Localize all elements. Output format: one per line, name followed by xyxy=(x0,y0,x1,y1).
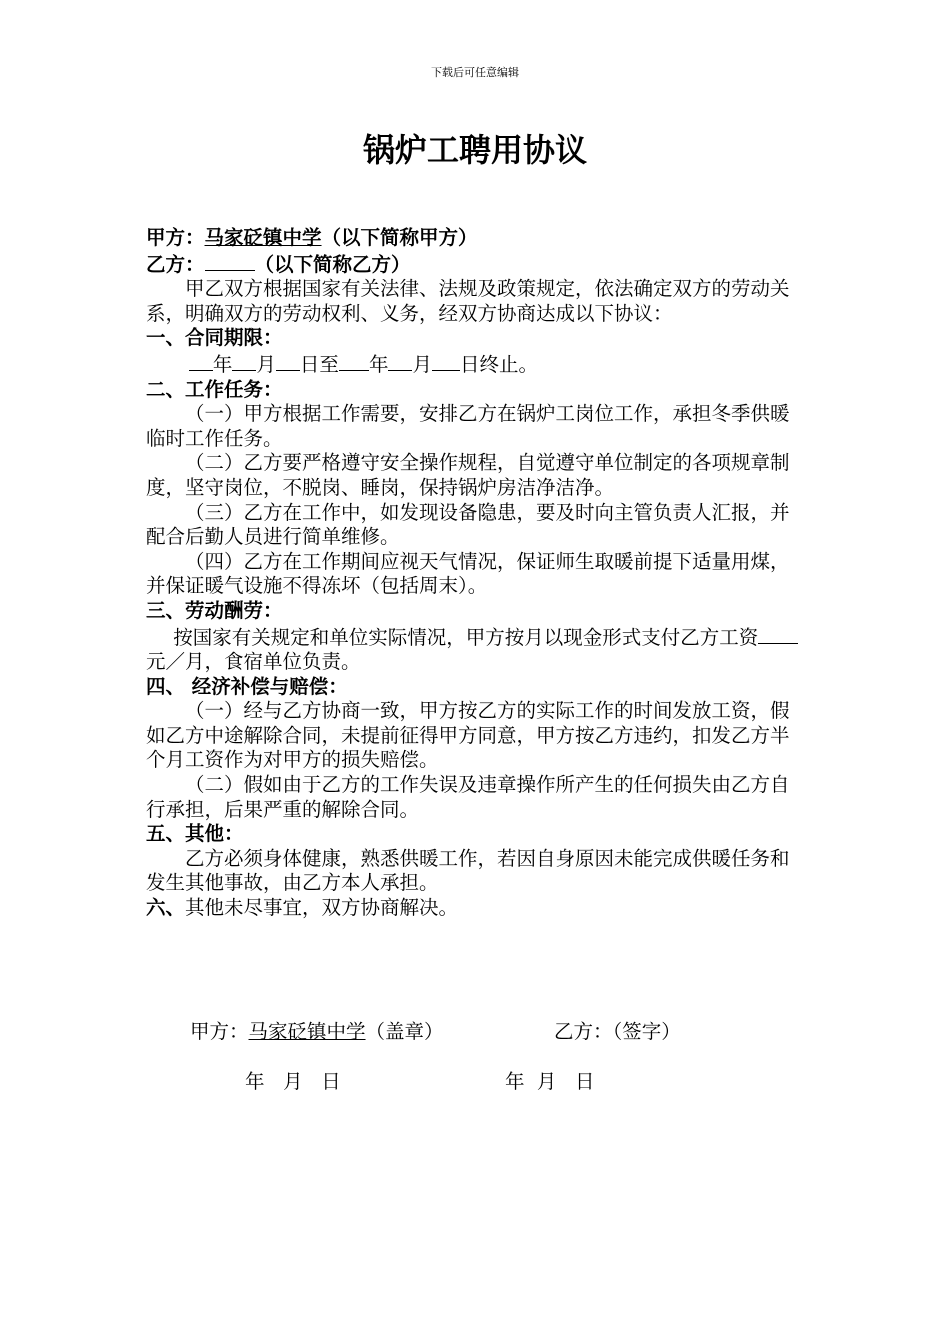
compensation-item-1: （一）经与乙方协商一致，甲方按乙方的实际工作的时间发放工资，假如乙方中途解除合同，未提前征得甲方同意，甲方按乙方违约，扣发乙方半个月工资作为对甲方的损失赔偿。 xyxy=(146,699,790,772)
end-month-label: 月 xyxy=(412,352,432,376)
start-month-label: 月 xyxy=(256,352,276,376)
section-1-heading: 一、合同期限： xyxy=(146,326,283,350)
date-party-b xyxy=(505,1069,595,1095)
party-b-line xyxy=(146,251,806,278)
salary-text-before: 按国家有关规定和单位实际情况，甲方按月以现金形式支付乙方工资 xyxy=(173,625,759,649)
salary-paragraph xyxy=(146,624,806,675)
intro-paragraph: 甲乙双方根据国家有关法律、法规及政策规定，依法确定双方的劳动关系，明确双方的劳动权利、义务，经双方协商达成以下协议： xyxy=(146,277,790,325)
section-6-text: 其他未尽事宜，双方协商解决。 xyxy=(185,896,459,920)
section-6-line xyxy=(146,896,806,921)
date-a-year: 年 xyxy=(245,1070,265,1093)
signature-party-b xyxy=(554,1019,681,1045)
section-5-heading: 五、其他： xyxy=(146,822,244,846)
date-a-month: 月 xyxy=(283,1070,303,1093)
salary-text-after: 元／月，食宿单位负责。 xyxy=(146,650,361,674)
section-2-heading: 二、工作任务： xyxy=(146,377,283,401)
date-b-month: 月 xyxy=(536,1070,557,1093)
start-month-blank[interactable] xyxy=(232,351,256,371)
task-item-3: （三）乙方在工作中，如发现设备隐患，要及时向主管负责人汇报，并配合后勤人员进行简单维修。 xyxy=(146,500,790,549)
task-item-2: （二）乙方要严格遵守安全操作规程，自觉遵守单位制定的各项规章制度，坚守岗位，不脱岗、睡岗，保持锅炉房洁净洁净。 xyxy=(146,451,790,499)
contract-period-line xyxy=(146,351,806,378)
end-day-label: 日终止。 xyxy=(459,352,538,376)
signature-a-name: 马家砭镇中学 xyxy=(248,1020,366,1043)
section-3-heading: 三、劳动酬劳： xyxy=(146,598,283,622)
signature-party-a xyxy=(190,1019,444,1045)
party-b-name-blank[interactable] xyxy=(205,251,255,271)
section-4-heading: 四、 经济补偿与赔偿： xyxy=(146,674,348,698)
salary-amount-blank[interactable] xyxy=(758,624,798,644)
party-a-label: 甲方： xyxy=(146,226,205,249)
party-b-label: 乙方： xyxy=(146,252,205,276)
compensation-item-2: （二）假如由于乙方的工作失误及违章操作所产生的任何损失由乙方自行承担，后果严重的解除合同。 xyxy=(146,773,790,821)
date-b-day: 日 xyxy=(575,1070,595,1093)
signature-b-label: 乙方： xyxy=(554,1020,613,1043)
end-year-label: 年 xyxy=(368,352,389,376)
party-a-suffix: （以下简称甲方） xyxy=(321,226,478,249)
start-year-blank[interactable] xyxy=(189,351,213,371)
end-day-blank[interactable] xyxy=(432,351,460,371)
task-item-4: （四）乙方在工作期间应视天气情况，保证师生取暖前提下适量用煤，并保证暖气设施不得冻坏（包括周末）。 xyxy=(146,549,790,598)
party-b-suffix: （以下简称乙方） xyxy=(254,252,411,276)
start-year-label: 年 xyxy=(212,352,233,376)
end-month-blank[interactable] xyxy=(388,351,412,371)
document-title: 锅炉工聘用协议 xyxy=(362,131,587,169)
end-year-blank[interactable] xyxy=(339,351,369,371)
signature-b-sign: （签字） xyxy=(612,1020,681,1043)
date-b-year: 年 xyxy=(505,1070,525,1093)
date-a-day: 日 xyxy=(321,1070,341,1093)
header-note: 下载后可任意编辑 xyxy=(431,66,519,79)
signature-a-seal: （盖章） xyxy=(365,1020,444,1043)
signature-a-label: 甲方： xyxy=(190,1020,249,1043)
start-day-label: 日至 xyxy=(299,352,339,376)
section-6-heading: 六、 xyxy=(146,896,186,920)
party-a-line xyxy=(146,226,806,251)
start-day-blank[interactable] xyxy=(276,351,300,371)
section-5-paragraph: 乙方必须身体健康，熟悉供暖工作，若因自身原因未能完成供暖任务和发生其他事故，由乙方本人承担。 xyxy=(146,846,790,895)
party-a-name: 马家砭镇中学 xyxy=(204,226,322,249)
date-party-a xyxy=(245,1069,341,1095)
task-item-1: （一）甲方根据工作需要，安排乙方在锅炉工岗位工作，承担冬季供暖临时工作任务。 xyxy=(146,402,790,450)
document-body xyxy=(146,226,806,921)
